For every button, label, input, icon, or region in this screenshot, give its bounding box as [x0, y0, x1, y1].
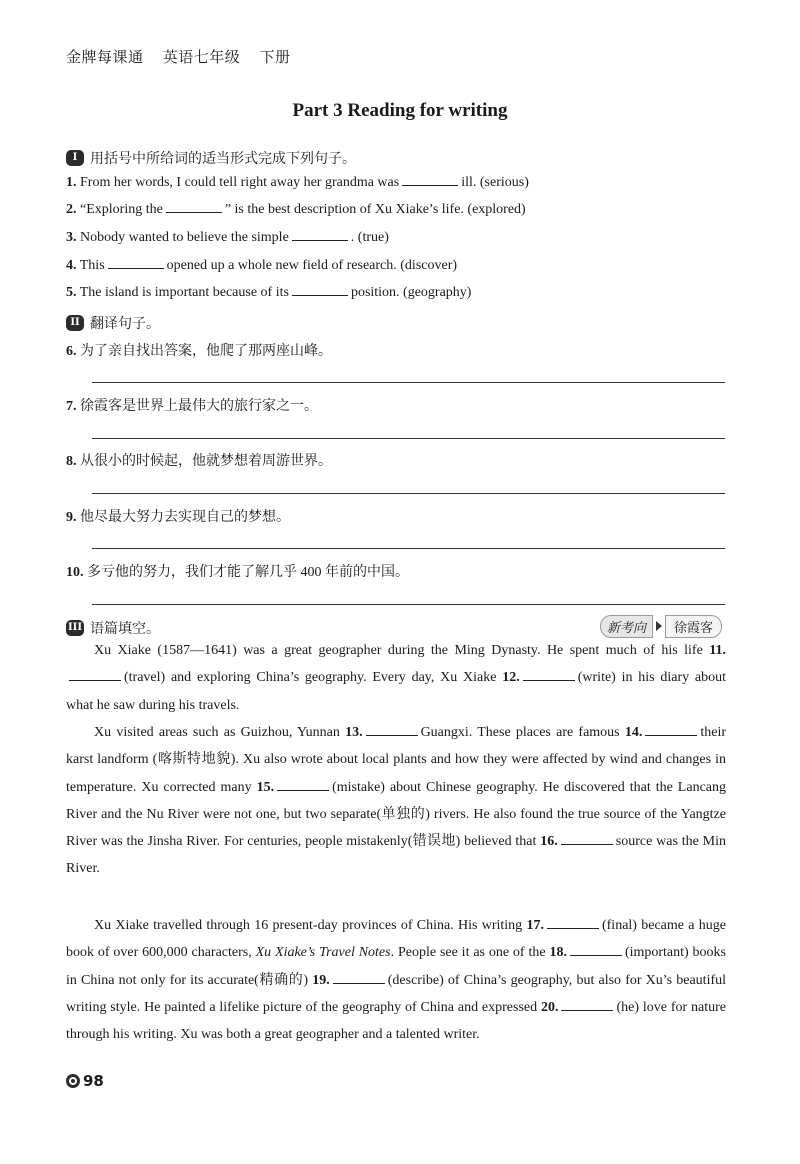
passage-paragraph-1: Xu Xiake (1587—1641) was a great geographer during the Ming Dynasty. He spent much of his life 11.(travel) and exploring China’s geography. Every day, Xu Xiake 12. (write) in his diary about what he saw during his travels. — [66, 643, 727, 713]
blank-12[interactable] — [523, 668, 575, 681]
section-3-instruction: 语篇填空。 — [90, 621, 160, 637]
blank-11[interactable] — [69, 668, 121, 681]
exercise-2: 2. “Exploring the ” is the best description of Xu Xiake’s life. (explored) — [66, 202, 526, 217]
section-2-instruction: 翻译句子。 — [90, 316, 160, 332]
answer-line-10[interactable] — [92, 604, 725, 605]
section-3-badge: III — [66, 620, 84, 636]
answer-line-8[interactable] — [92, 493, 725, 494]
section-3-heading — [66, 618, 160, 638]
blank-4[interactable] — [108, 256, 164, 269]
passage-paragraph-3: Xu Xiake travelled through 16 present-day provinces of China. His writing 17. (final) became a huge book of over 600,000 characters, Xu Xiake’s Travel Notes. People see it as one of the 18. (important) books in China not only for its accurate(精确的) 19. (describe) of China’s geography, but also for Xu’s beautiful writing style. He painted a lifelike picture of the geography of China and expressed 20. (he) love for nature through his writing. Xu was both a great geographer and a talented writer. — [66, 918, 727, 1043]
arrow-right-icon — [656, 621, 662, 631]
running-header — [66, 46, 305, 67]
page-number — [66, 1072, 104, 1090]
translation-9: 9. 他尽最大努力去实现自己的梦想。 — [66, 510, 290, 525]
page-number-text: 98 — [83, 1072, 104, 1090]
book-name: 金牌每课通 — [66, 48, 144, 66]
page-title: Part 3 Reading for writing — [292, 100, 508, 121]
tag-topic: 徐霞客 — [665, 615, 722, 638]
blank-1[interactable] — [402, 173, 458, 186]
subject-grade: 英语七年级 — [162, 48, 241, 66]
volume: 下册 — [259, 48, 291, 66]
translation-7: 7. 徐霞客是世界上最伟大的旅行家之一。 — [66, 399, 318, 414]
answer-line-6[interactable] — [92, 382, 725, 383]
exercise-4: 4. This opened up a whole new field of research. (discover) — [66, 258, 458, 273]
section-1-instruction: 用括号中所给词的适当形式完成下列句子。 — [90, 151, 356, 167]
blank-17[interactable] — [547, 916, 599, 929]
blank-20[interactable] — [561, 998, 613, 1011]
section-2-badge: II — [66, 315, 84, 331]
passage-paragraph-2: Xu visited areas such as Guizhou, Yunnan 13. Guangxi. These places are famous 14. their karst landform (喀斯特地貌). Xu also wrote about local plants and how they were affected by wind and changes in temperature. Xu corrected many 15. (mistake) about Chinese geography. He discovered that the Lancang River and the Nu River were not one, but two separate(单独的) rivers. He also found the true source of the Yangtze River was the Jinsha River. For centuries, people mistakenly(错误地) believed that 16. source was the Min River. — [66, 725, 727, 877]
blank-3[interactable] — [292, 228, 348, 241]
blank-19[interactable] — [333, 971, 385, 984]
answer-line-7[interactable] — [92, 438, 725, 439]
book-title: Xu Xiake’s Travel Notes — [255, 945, 391, 961]
exercise-1: 1. From her words, I could tell right away her grandma was ill. (serious) — [66, 175, 529, 190]
exercise-3: 3. Nobody wanted to believe the simple . (true) — [66, 230, 389, 245]
translation-6: 6. 为了亲自找出答案，他爬了那两座山峰。 — [66, 344, 332, 359]
blank-13[interactable] — [366, 723, 418, 736]
translation-8: 8. 从很小的时候起，他就梦想着周游世界。 — [66, 454, 332, 469]
blank-14[interactable] — [645, 723, 697, 736]
blank-2[interactable] — [166, 200, 222, 213]
section-2-heading — [66, 313, 160, 333]
exercise-5: 5. The island is important because of its position. (geography) — [66, 285, 472, 300]
section-1-badge: I — [66, 150, 84, 166]
blank-15[interactable] — [277, 778, 329, 791]
blank-5[interactable] — [292, 283, 348, 296]
answer-line-9[interactable] — [92, 548, 725, 549]
topic-tag — [600, 615, 722, 637]
tag-label: 新考向 — [600, 615, 653, 638]
section-1-heading — [66, 148, 356, 168]
translation-10: 10. 多亏他的努力，我们才能了解几乎 400 年前的中国。 — [66, 565, 409, 580]
circle-icon — [66, 1074, 80, 1088]
blank-16[interactable] — [561, 832, 613, 845]
blank-18[interactable] — [570, 943, 622, 956]
